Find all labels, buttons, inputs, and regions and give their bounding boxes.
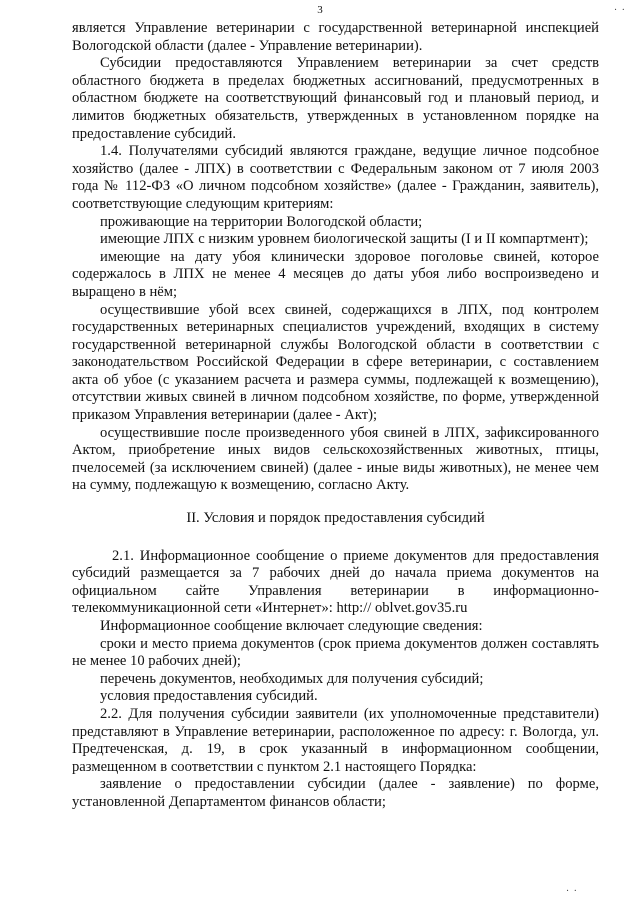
page-number: 3 — [317, 4, 323, 16]
info-item-1: сроки и место приема документов (срок приема документов должен составлять не менее 10 рабочих дней); — [72, 635, 599, 670]
info-includes: Информационное сообщение включает следующие сведения: — [100, 618, 483, 634]
criterion-3: имеющие на дату убоя клинически здоровое поголовье свиней, которое содержалось в ЛПХ не менее 4 месяцев до даты убоя либо воспроизведено и выращено в нём; — [72, 248, 599, 300]
paragraph-1: является Управление ветеринарии с государственной ветеринарной инспекцией Вологодской области (далее - Управление ветеринарии). — [72, 20, 599, 54]
info-item-3: условия предоставления субсидий. — [100, 688, 318, 705]
criterion-1: проживающие на территории Вологодской области; — [100, 213, 423, 230]
paragraph-3: 1.4. Получателями субсидий являются граждане, ведущие личное подсобное хозяйство (далее - ЛПХ) в соответствии с Федеральным законом от 7 июля 2003 года № 112-ФЗ «О личном подсобном хозяйстве» (далее - Гражданин, заявитель), соответствующие следующим критериям: — [72, 143, 599, 212]
document-item-1: заявление о предоставлении субсидии (далее - заявление) по форме, установленной Департаментом финансов области; — [72, 776, 599, 810]
section-heading: II. Условия и порядок предоставления субсидий — [186, 510, 485, 527]
paragraph-2-2: 2.2. Для получения субсидии заявители (их уполномоченные представители) представляют в Управление ветеринарии, расположенное по адресу: г. Вологда, ул. Предтеченская, д. 19, в срок указанный в информационном сообщении, размещенном в соответствии с пунктом 2.1 настоящего Порядка: — [72, 705, 599, 775]
document-body — [72, 20, 599, 812]
criterion-4: осуществившие убой всех свиней, содержащихся в ЛПХ, под контролем государственных ветеринарных специалистов учреждений, входящих в систему государственной ветеринарной службы Вологодской области в соответствии с законодательством Российской Федерации в сфере ветеринарии, с составлением акта об убое (с указанием расчета и размера суммы, подлежащей к возмещению), отсутствии живых свиней в личном подсобном хозяйстве, по форме, утвержденной приказом Управления ветеринарии (далее - Акт); — [72, 301, 599, 424]
paragraph-2-1: 2.1. Информационное сообщение о приеме документов для предоставления субсидий размещается за 7 рабочих дней до начала приема документов на официальном сайте Управления ветеринарии в информационно-телекоммуникационной сети «Интернет»: http:// oblvet.gov35.ru — [72, 547, 599, 617]
criterion-2: имеющие ЛПХ с низким уровнем биологической защиты (I и II компартмент); — [100, 231, 589, 248]
paragraph-2: Субсидии предоставляются Управлением ветеринарии за счет средств областного бюджета в пределах бюджетных ассигнований, предусмотренных в областном бюджете на соответствующий финансовый год и плановый период, и лимитов бюджетных обязательств, утвержденных в установленном порядке на предоставление субсидий. — [72, 55, 599, 142]
criterion-5: осуществившие после произведенного убоя свиней в ЛПХ, зафиксированного Актом, приобретение иных видов сельскохозяйственных животных, птицы, пчелосемей (за исключением свиней) (далее - иные виды животных), не менее чем на сумму, подлежащую к возмещению, согласно Акту. — [72, 424, 599, 494]
corner-mark-top: · · — [613, 5, 626, 16]
corner-mark-bottom: · · — [565, 886, 578, 898]
info-item-2: перечень документов, необходимых для получения субсидий; — [100, 670, 484, 687]
